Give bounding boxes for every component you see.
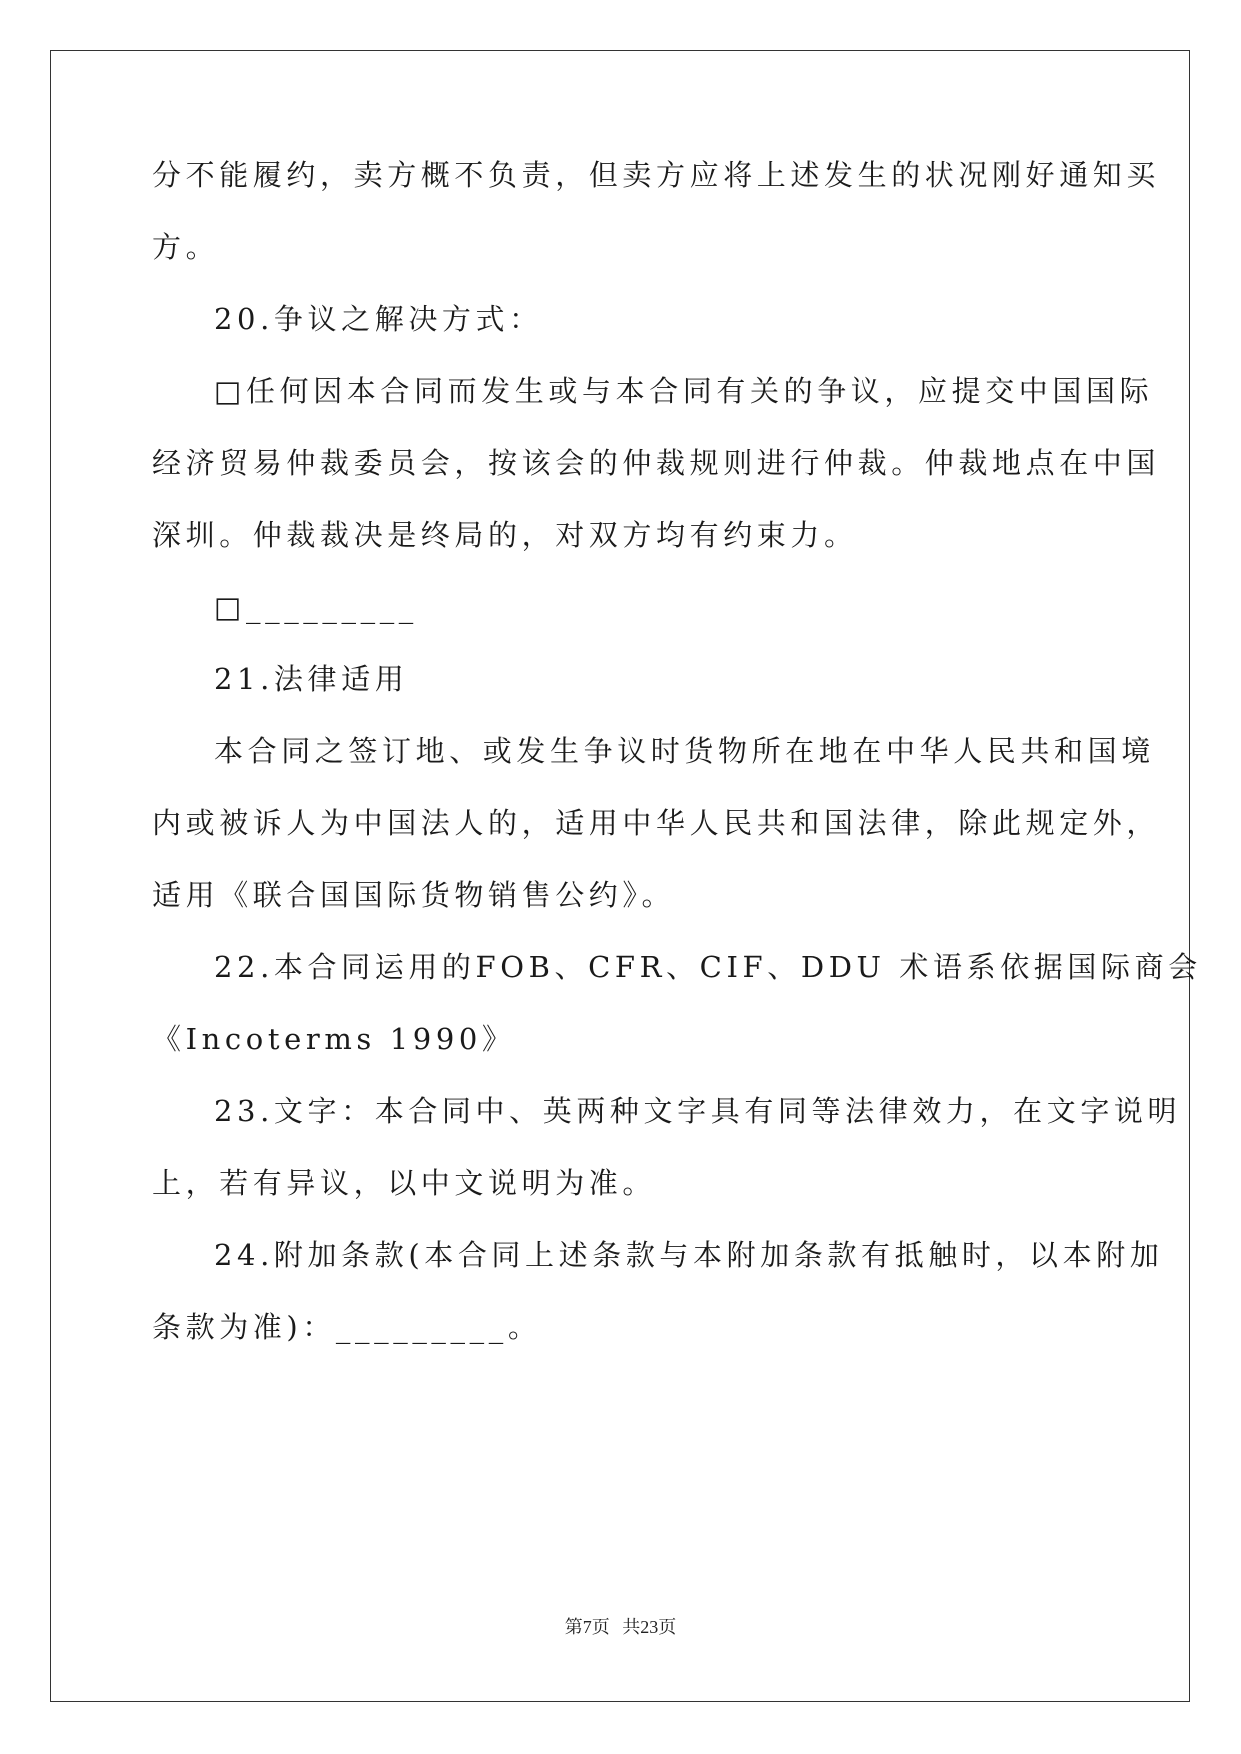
page-total: 共23页 bbox=[622, 1617, 677, 1637]
paragraph-line: 内或被诉人为中国法人的，适用中华人民共和国法律，除此规定外， bbox=[152, 806, 1161, 840]
paragraph-line: 深圳。仲裁裁决是终局的，对双方均有约束力。 bbox=[152, 518, 858, 552]
clause-heading-21: 21.法律适用 bbox=[214, 662, 409, 696]
clause-heading-24: 24.附加条款(本合同上述条款与本附加条款有抵触时，以本附加 bbox=[214, 1238, 1164, 1272]
paragraph-line: 上，若有异议，以中文说明为准。 bbox=[152, 1166, 657, 1200]
clause-heading-20: 20.争议之解决方式： bbox=[214, 302, 543, 336]
paragraph-line: 方。 bbox=[152, 230, 220, 264]
paragraph-line: 条款为准)：_________。 bbox=[152, 1310, 542, 1344]
paragraph-line: □任何因本合同而发生或与本合同有关的争议，应提交中国国际 bbox=[214, 374, 1154, 408]
page-footer bbox=[0, 1616, 1241, 1638]
clause-heading-22: 22.本合同运用的FOB、CFR、CIF、DDU 术语系依据国际商会 bbox=[214, 950, 1202, 984]
checkbox-option-blank: □_________ bbox=[214, 590, 418, 624]
paragraph-line: 本合同之签订地、或发生争议时货物所在地在中华人民共和国境 bbox=[214, 734, 1155, 768]
clause-heading-23: 23.文字：本合同中、英两种文字具有同等法律效力，在文字说明 bbox=[214, 1094, 1182, 1128]
paragraph-line: 经济贸易仲裁委员会，按该会的仲裁规则进行仲裁。仲裁地点在中国 bbox=[152, 446, 1161, 480]
paragraph-line: 分不能履约，卖方概不负责，但卖方应将上述发生的状况刚好通知买 bbox=[152, 158, 1161, 192]
page-number: 第7页 bbox=[564, 1617, 610, 1637]
paragraph-line: 适用《联合国国际货物销售公约》。 bbox=[152, 878, 676, 912]
paragraph-line: 《Incoterms 1990》 bbox=[152, 1022, 516, 1056]
